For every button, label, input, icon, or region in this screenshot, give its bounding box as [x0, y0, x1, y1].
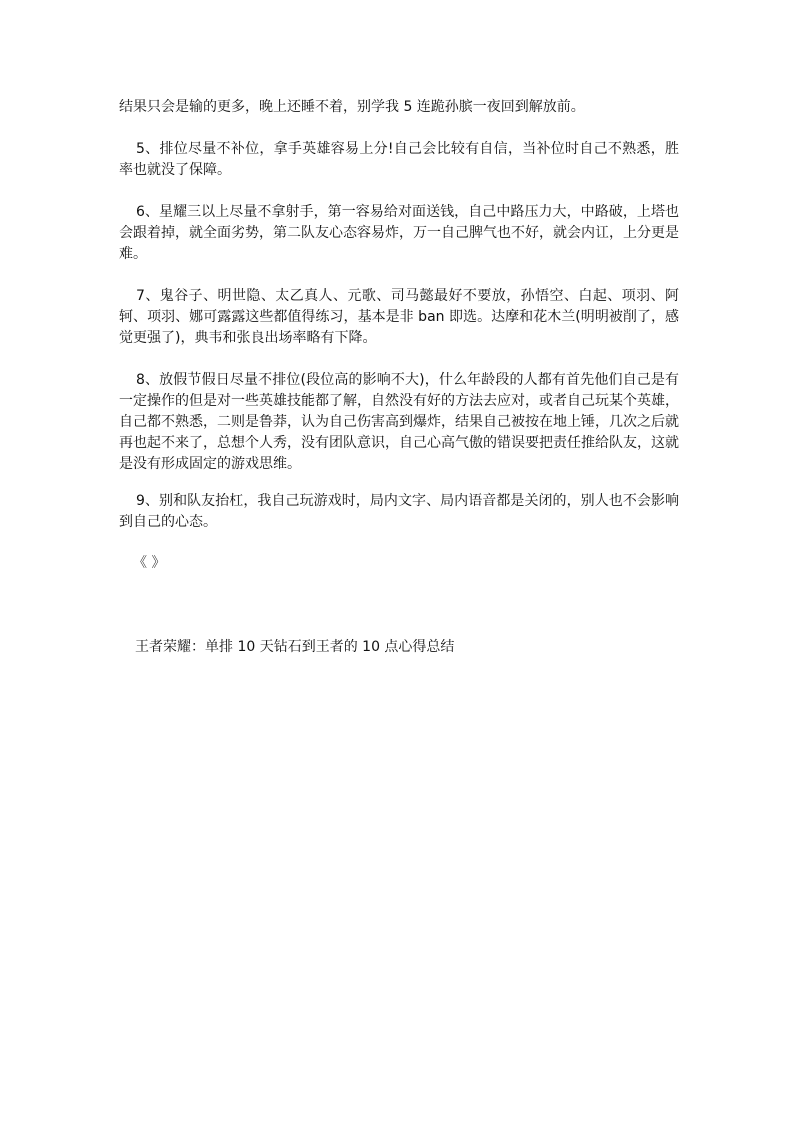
paragraph-tip-9: 9、别和队友抬杠，我自己玩游戏时，局内文字、局内语音都是关闭的，别人也不会影响到自己的心态。: [119, 493, 679, 530]
paragraph-tip-6: 6、星耀三以上尽量不拿射手，第一容易给对面送钱，自己中路压力大，中路破，上塔也会跟着掉，就全面劣势，第二队友心态容易炸，万一自己脾气也不好，就会内讧，上分更是难。: [119, 204, 679, 262]
paragraph-tip-7: 7、鬼谷子、明世隐、太乙真人、元歌、司马懿最好不要放，孙悟空、白起、项羽、阿轲、项羽、娜可露露这些都值得练习，基本是非 ban 即选。达摩和花木兰(明明被削了，感觉更强了)，典韦和张良出场率略有下降。: [119, 288, 679, 346]
prev-next-nav[interactable]: 《 》: [133, 555, 166, 571]
paragraph-tip-8: 8、放假节假日尽量不排位(段位高的影响不大)，什么年龄段的人都有首先他们自己是有一定操作的但是对一些英雄技能都了解，自然没有好的方法去应对，或者自己玩某个英雄，自己都不熟悉，二则是鲁莽，认为自己伤害高到爆炸，结果自己被按在地上锤，几次之后就再也起不来了，总想个人秀，没有团队意识，自己心高气傲的错误要把责任推给队友，这就是没有形成固定的游戏思维。: [119, 372, 679, 472]
paragraph-tip-5: 5、排位尽量不补位，拿手英雄容易上分!自己会比较有自信，当补位时自己不熟悉，胜率也就没了保障。: [119, 141, 679, 178]
article-title-footer: 王者荣耀：单排 10 天钻石到王者的 10 点心得总结: [135, 639, 455, 655]
paragraph-continuation: 结果只会是输的更多，晚上还睡不着，别学我 5 连跪孙膑一夜回到解放前。: [119, 99, 585, 115]
